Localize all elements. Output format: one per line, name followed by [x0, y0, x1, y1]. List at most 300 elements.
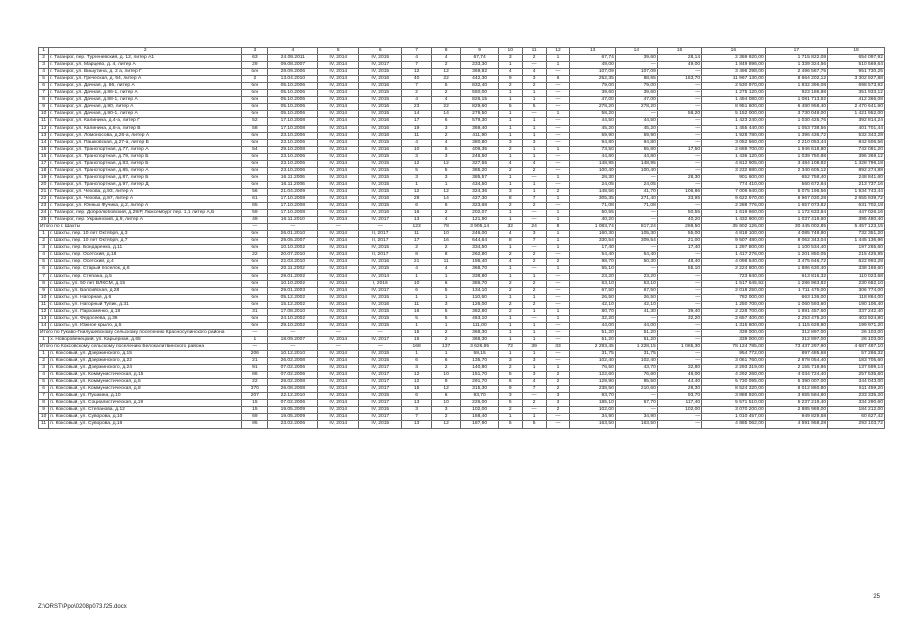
- table-cell: IV, 2015: [359, 111, 402, 118]
- table-cell: 15.12.2002: [268, 301, 318, 308]
- table-cell: 107,09: [615, 69, 657, 76]
- table-cell: 344 043,00: [828, 379, 885, 386]
- table-cell: IV, 2014: [318, 167, 359, 174]
- table-cell: г. Таганрог, ул. Калинина, д.4-а, литер Г: [49, 118, 242, 125]
- table-cell: 59,90: [615, 132, 657, 139]
- table-cell: 832,40: [461, 83, 498, 90]
- table-cell: 5 730 095,00: [702, 379, 766, 386]
- table-cell: IV, 2014: [318, 153, 359, 160]
- table-cell: 8 951 600,00: [702, 104, 766, 111]
- table-row: [39, 188, 885, 195]
- table-cell: IV, 2016: [359, 83, 402, 90]
- table-cell: 8: [498, 238, 522, 245]
- table-cell: г. Шахты, пер. 10 лет Октября, д.3: [49, 231, 242, 238]
- table-cell: 183 705,60: [828, 358, 885, 365]
- table-cell: 39: [522, 343, 546, 350]
- table-cell: 774 410,00: [702, 181, 766, 188]
- table-cell: 17: [39, 160, 49, 167]
- table-cell: 44,50: [615, 118, 657, 125]
- table-cell: б/н: [242, 315, 268, 322]
- table-cell: IV, 2014: [318, 62, 359, 69]
- table-cell: 91: [242, 365, 268, 372]
- table-cell: IV, 2015: [359, 174, 402, 181]
- table-cell: 67,50: [615, 287, 657, 294]
- table-cell: 5: [39, 76, 49, 83]
- table-cell: 71,08: [570, 203, 615, 210]
- table-cell: 654 097,92: [828, 55, 885, 62]
- table-cell: —: [522, 174, 546, 181]
- table-cell: 3: [522, 139, 546, 146]
- table-cell: 9: [39, 407, 49, 414]
- table-cell: п. Коксовый, ул. Дзержинского, д.24: [49, 365, 242, 372]
- table-cell: 105,30: [615, 231, 657, 238]
- table-cell: 2 018 250,00: [702, 287, 766, 294]
- table-row: [39, 252, 885, 259]
- table-cell: IV, 2015: [359, 97, 402, 104]
- table-cell: 396 369,12: [828, 153, 885, 160]
- table-cell: 94,80: [570, 139, 615, 146]
- table-cell: 2 657 400,00: [702, 315, 766, 322]
- table-cell: 291,70: [461, 379, 498, 386]
- table-cell: IV, 2014: [318, 266, 359, 273]
- table-cell: 39,60: [615, 55, 657, 62]
- table-cell: 6: [498, 379, 522, 386]
- table-cell: 2: [498, 203, 522, 210]
- table-cell: —: [546, 132, 570, 139]
- table-cell: 1 115 628,80: [765, 322, 827, 329]
- table-cell: 32,80: [657, 365, 701, 372]
- table-cell: IV, 2014: [318, 365, 359, 372]
- table-cell: 3: [498, 139, 522, 146]
- table-cell: —: [546, 294, 570, 301]
- table-cell: 1 832 396,08: [765, 83, 827, 90]
- table-cell: 663 136,00: [765, 294, 827, 301]
- table-cell: 2: [546, 379, 570, 386]
- table-cell: 4 687 487,10: [828, 343, 885, 350]
- table-cell: 7 009 940,00: [702, 188, 766, 195]
- table-cell: 2 530 970,00: [702, 83, 766, 90]
- table-cell: г. Шахты, ул. Федосеева, д.36: [49, 315, 242, 322]
- table-cell: 579,30: [461, 118, 498, 125]
- table-cell: 2: [498, 301, 522, 308]
- table-cell: 2: [522, 55, 546, 62]
- table-cell: 49: [242, 217, 268, 224]
- table-cell: IV, 2014: [318, 97, 359, 104]
- table-cell: г. Шахты, пер. Старый поселок, д.6: [49, 266, 242, 273]
- table-cell: IV, 2015: [359, 358, 402, 365]
- table-cell: 9 507 480,00: [702, 238, 766, 245]
- table-cell: 3: [498, 55, 522, 62]
- table-row: [39, 195, 885, 202]
- table-cell: 5 152 000,00: [702, 111, 766, 118]
- table-cell: 05.10.2006: [268, 90, 318, 97]
- table-cell: 168: [402, 343, 432, 350]
- table-cell: 3: [498, 188, 522, 195]
- table-cell: IV, 2014: [318, 287, 359, 294]
- table-cell: 19: [39, 174, 49, 181]
- table-cell: 10: [498, 48, 522, 55]
- table-row: [39, 132, 885, 139]
- table-cell: 4: [39, 252, 49, 259]
- table-cell: —: [522, 393, 546, 400]
- table-cell: 187,90: [461, 421, 498, 428]
- table-cell: 185,10: [570, 400, 615, 407]
- table-cell: 10: [39, 414, 49, 421]
- table-cell: г. Шахты, ул. Южное крыло, д.5: [49, 322, 242, 329]
- table-cell: 26,50: [615, 294, 657, 301]
- table-cell: 31,75: [570, 351, 615, 358]
- table-row: [39, 372, 885, 379]
- table-cell: IV, 2014: [318, 407, 359, 414]
- table-cell: 5: [39, 259, 49, 266]
- table-row: [39, 365, 885, 372]
- table-cell: —: [522, 266, 546, 273]
- table-cell: 1: [498, 153, 522, 160]
- table-cell: 20.07.2010: [268, 252, 318, 259]
- table-cell: 1 436 120,00: [702, 153, 766, 160]
- table-cell: 23.10.2006: [268, 132, 318, 139]
- table-cell: 2: [431, 62, 461, 69]
- table-cell: 21: [242, 358, 268, 365]
- table-cell: 102,00: [657, 407, 701, 414]
- table-cell: 41,30: [615, 308, 657, 315]
- table-cell: 1 619 660,00: [702, 210, 766, 217]
- table-row: [39, 322, 885, 329]
- table-cell: 1: [498, 315, 522, 322]
- table-cell: г. Шахты, пер. Степана, д.5: [49, 273, 242, 280]
- table-cell: 1: [522, 294, 546, 301]
- table-cell: IV, 2015: [359, 315, 402, 322]
- table-cell: IV, 2015: [359, 55, 402, 62]
- table-cell: —: [546, 160, 570, 167]
- subtotal-label-cell: Итого по г. Шахты: [39, 224, 242, 231]
- table-cell: г. Шахты, пер. Осетский, д.18: [49, 252, 242, 259]
- table-cell: 3 070 200,00: [702, 407, 766, 414]
- table-cell: 19.05.2009: [268, 407, 318, 414]
- table-cell: 28.02.2008: [268, 379, 318, 386]
- table-cell: 923 186,88: [765, 90, 827, 97]
- table-cell: IV, 2014: [318, 125, 359, 132]
- table-cell: 7: [402, 414, 432, 421]
- table-cell: 13: [39, 315, 49, 322]
- table-cell: IV, 2016: [359, 104, 402, 111]
- table-cell: 2: [402, 90, 432, 97]
- table-cell: 17: [402, 118, 432, 125]
- table-cell: 257 535,60: [828, 372, 885, 379]
- table-cell: —: [657, 118, 701, 125]
- table-cell: 55,10: [657, 266, 701, 273]
- table-cell: IV, 2015: [359, 167, 402, 174]
- table-cell: 202,07: [461, 210, 498, 217]
- table-cell: IV, 2014: [318, 273, 359, 280]
- table-cell: 1 083,74: [570, 224, 615, 231]
- table-cell: 1: [498, 125, 522, 132]
- table-cell: 50,30: [615, 259, 657, 266]
- table-cell: 226,00: [461, 400, 498, 407]
- table-row: [39, 55, 885, 62]
- table-cell: 1: [498, 245, 522, 252]
- table-cell: г. Таганрог, ул. Дачная, д.90, литер А: [49, 104, 242, 111]
- table-cell: 60 627,42: [828, 414, 885, 421]
- table-cell: 1: [522, 336, 546, 343]
- table-cell: г. Таганрог, ул. Чехова, д.93, литер А: [49, 188, 242, 195]
- table-cell: 3: [498, 393, 522, 400]
- table-cell: 2 878 054,40: [765, 358, 827, 365]
- table-cell: 1: [546, 217, 570, 224]
- table-cell: 5: [498, 104, 522, 111]
- table-cell: 59,90: [570, 132, 615, 139]
- table-cell: 21: [402, 259, 432, 266]
- table-cell: 44,40: [657, 379, 701, 386]
- table-cell: 1 081 713,92: [765, 97, 827, 104]
- table-cell: 51,20: [570, 336, 615, 343]
- table-cell: б/н: [242, 174, 268, 181]
- table-cell: 2: [522, 259, 546, 266]
- table-cell: —: [522, 315, 546, 322]
- table-cell: 6: [402, 393, 432, 400]
- table-cell: 3: [402, 365, 432, 372]
- table-cell: 49,00: [570, 62, 615, 69]
- table-cell: 2 293 319,00: [702, 365, 766, 372]
- table-cell: 3: [242, 48, 268, 55]
- table-cell: 5: [318, 48, 359, 55]
- table-cell: 1 297 800,00: [702, 245, 766, 252]
- table-cell: —: [657, 336, 701, 343]
- table-cell: 8: [546, 224, 570, 231]
- table-cell: 1: [431, 322, 461, 329]
- table-cell: IV, 2014: [318, 217, 359, 224]
- table-cell: IV, 2014: [318, 315, 359, 322]
- table-cell: 1: [431, 181, 461, 188]
- table-cell: г. Таганрог, ул. Дачная, д.88-1, литер А: [49, 97, 242, 104]
- table-row: [39, 90, 885, 97]
- table-cell: 110 023,68: [828, 273, 885, 280]
- table-cell: IV, 2015: [359, 153, 402, 160]
- table-cell: 1: [546, 308, 570, 315]
- table-cell: —: [546, 90, 570, 97]
- table-cell: 901 600,00: [702, 174, 766, 181]
- table-cell: IV, 2015: [359, 90, 402, 97]
- table-cell: г. Таганрог, ул. Марцево, д. 4, литер А: [49, 62, 242, 69]
- table-cell: I, 2016: [359, 280, 402, 287]
- table-cell: 1 396 436,72: [765, 132, 827, 139]
- table-cell: 15: [402, 329, 432, 336]
- table-cell: 1: [522, 181, 546, 188]
- table-cell: 5 571 510,00: [702, 400, 766, 407]
- table-cell: 22.12.2010: [268, 393, 318, 400]
- table-cell: б/н: [242, 266, 268, 273]
- table-cell: 12: [402, 372, 432, 379]
- file-path-footer: Z:\ORST\Ppo\0208p073.f25.docx: [38, 604, 127, 610]
- table-cell: —: [657, 97, 701, 104]
- table-cell: 50,55: [570, 210, 615, 217]
- table-cell: б/н: [242, 83, 268, 90]
- table-cell: 17: [765, 48, 827, 55]
- table-cell: 1: [431, 351, 461, 358]
- table-cell: 26 103,00: [828, 336, 885, 343]
- table-cell: 30 445 002,85: [765, 224, 827, 231]
- table-cell: 252,35: [570, 76, 615, 83]
- table-cell: 55,80: [615, 146, 657, 153]
- table-cell: 3: [431, 301, 461, 308]
- table-cell: 1: [498, 217, 522, 224]
- table-cell: 6: [39, 386, 49, 393]
- table-cell: 233 335,20: [828, 393, 885, 400]
- table-cell: —: [318, 224, 359, 231]
- table-cell: 8: [39, 280, 49, 287]
- table-cell: 8 524 320,00: [702, 386, 766, 393]
- table-cell: IV, 2014: [318, 174, 359, 181]
- table-cell: г. Шахты, ул. Балсийская, д.28: [49, 287, 242, 294]
- table-cell: —: [522, 245, 546, 252]
- table-cell: —: [242, 343, 268, 350]
- table-cell: 8: [39, 400, 49, 407]
- table-cell: 8 664 202,12: [765, 76, 827, 83]
- subtotal-row-koksovy: [39, 343, 885, 350]
- table-cell: —: [522, 62, 546, 69]
- table-cell: 532 343,28: [828, 132, 885, 139]
- table-cell: 5: [39, 379, 49, 386]
- table-cell: г. Таганрог, ул. Транспортная, д.83, литер Б: [49, 160, 242, 167]
- table-cell: 511 459,20: [828, 386, 885, 393]
- table-cell: II, 2017: [359, 231, 402, 238]
- table-cell: II, 2017: [359, 238, 402, 245]
- table-cell: 3: [402, 174, 432, 181]
- subtotal-row-gukovo: [39, 329, 885, 336]
- table-cell: 279,50: [461, 111, 498, 118]
- table-cell: 2: [49, 48, 242, 55]
- table-cell: 4: [431, 139, 461, 146]
- table-cell: 148,56: [570, 188, 615, 195]
- table-cell: 28,14: [657, 55, 701, 62]
- table-cell: 21: [39, 188, 49, 195]
- table-cell: —: [546, 139, 570, 146]
- table-cell: 1: [546, 365, 570, 372]
- table-cell: 3: [522, 372, 546, 379]
- table-cell: 1: [402, 294, 432, 301]
- table-cell: 12: [431, 160, 461, 167]
- table-cell: 2 210 053,44: [765, 139, 827, 146]
- table-cell: 1: [546, 146, 570, 153]
- table-cell: б/н: [242, 238, 268, 245]
- table-cell: 395 480,40: [828, 217, 885, 224]
- table-row: [39, 308, 885, 315]
- table-cell: 370: [242, 386, 268, 393]
- table-cell: б/н: [242, 245, 268, 252]
- table-cell: 2 885 988,00: [765, 407, 827, 414]
- table-cell: 8: [402, 252, 432, 259]
- table-cell: 1: [498, 118, 522, 125]
- table-cell: 1: [498, 210, 522, 217]
- table-cell: г. Шахты, пер. 10 лет Октября, д.7: [49, 238, 242, 245]
- table-cell: 23: [39, 203, 49, 210]
- table-cell: 102,40: [570, 358, 615, 365]
- table-cell: —: [657, 252, 701, 259]
- table-cell: 21,00: [657, 238, 701, 245]
- table-cell: 338,90: [461, 273, 498, 280]
- table-cell: б/н: [242, 90, 268, 97]
- table-cell: 57 286,32: [828, 351, 885, 358]
- table-cell: IV, 2014: [318, 358, 359, 365]
- table-cell: 1 934 743,44: [828, 188, 885, 195]
- table-cell: 334,50: [461, 245, 498, 252]
- table-cell: 49,00: [657, 62, 701, 69]
- table-cell: 48,40: [657, 259, 701, 266]
- table-cell: 4 034 724,40: [765, 372, 827, 379]
- table-cell: 5: [522, 104, 546, 111]
- table-cell: IV, 2015: [359, 69, 402, 76]
- table-row: [39, 139, 885, 146]
- table-cell: 323,68: [461, 203, 498, 210]
- table-cell: 5: [522, 421, 546, 428]
- table-cell: г. Таганрог, ул. Чехова, д.97, литер А: [49, 195, 242, 202]
- table-cell: 39,60: [615, 90, 657, 97]
- table-cell: 2: [498, 146, 522, 153]
- table-cell: 351 933,12: [828, 90, 885, 97]
- table-cell: 7: [522, 195, 546, 202]
- table-row: [39, 203, 885, 210]
- table-cell: 510 569,64: [828, 62, 885, 69]
- table-cell: 7: [39, 393, 49, 400]
- table-cell: 2 688 700,00: [702, 146, 766, 153]
- table-cell: —: [615, 315, 657, 322]
- table-cell: 98,70: [570, 259, 615, 266]
- table-row: [39, 266, 885, 273]
- table-cell: 2: [431, 132, 461, 139]
- table-cell: 1: [522, 97, 546, 104]
- table-cell: 16: [39, 153, 49, 160]
- table-cell: 07.02.2006: [268, 400, 318, 407]
- table-cell: 43,70: [615, 365, 657, 372]
- table-cell: 2 655 939,72: [828, 195, 885, 202]
- table-cell: 2: [431, 365, 461, 372]
- table-cell: 9: [431, 379, 461, 386]
- table-cell: п. Коксовый, ул. Степанова, д.12: [49, 407, 242, 414]
- table-cell: 14: [615, 48, 657, 55]
- table-cell: 16: [431, 238, 461, 245]
- subtotal-row-shakhty: [39, 224, 885, 231]
- table-cell: п. Коксовый, ул. Коммунистическая, д.6: [49, 379, 242, 386]
- table-cell: 732 351,20: [828, 231, 885, 238]
- table-cell: 1: [498, 111, 522, 118]
- table-cell: 15: [39, 146, 49, 153]
- table-cell: 129,90: [570, 379, 615, 386]
- table-cell: 17.08.2010: [268, 308, 318, 315]
- table-cell: п. Коксовый, ул. Социалистическая, д.19: [49, 400, 242, 407]
- table-cell: 1: [522, 273, 546, 280]
- table-cell: 16: [702, 48, 766, 55]
- table-cell: IV, 2014: [318, 83, 359, 90]
- table-cell: 5 390 007,00: [765, 379, 827, 386]
- table-cell: 1: [522, 118, 546, 125]
- table-cell: 63: [242, 55, 268, 62]
- table-cell: 9: [461, 48, 498, 55]
- table-cell: 59: [242, 210, 268, 217]
- table-cell: IV, 2014: [318, 111, 359, 118]
- table-cell: 13.04.2010: [268, 76, 318, 83]
- table-cell: —: [657, 322, 701, 329]
- table-cell: 42,10: [570, 301, 615, 308]
- table-row: [39, 76, 885, 83]
- table-cell: IV, 2016: [359, 301, 402, 308]
- table-cell: IV, 2017: [359, 386, 402, 393]
- table-cell: 26 103,00: [828, 329, 885, 336]
- table-cell: 2: [522, 280, 546, 287]
- table-cell: 9: [498, 386, 522, 393]
- table-cell: 122,60: [570, 372, 615, 379]
- table-cell: 2: [498, 365, 522, 372]
- table-cell: 5: [498, 372, 522, 379]
